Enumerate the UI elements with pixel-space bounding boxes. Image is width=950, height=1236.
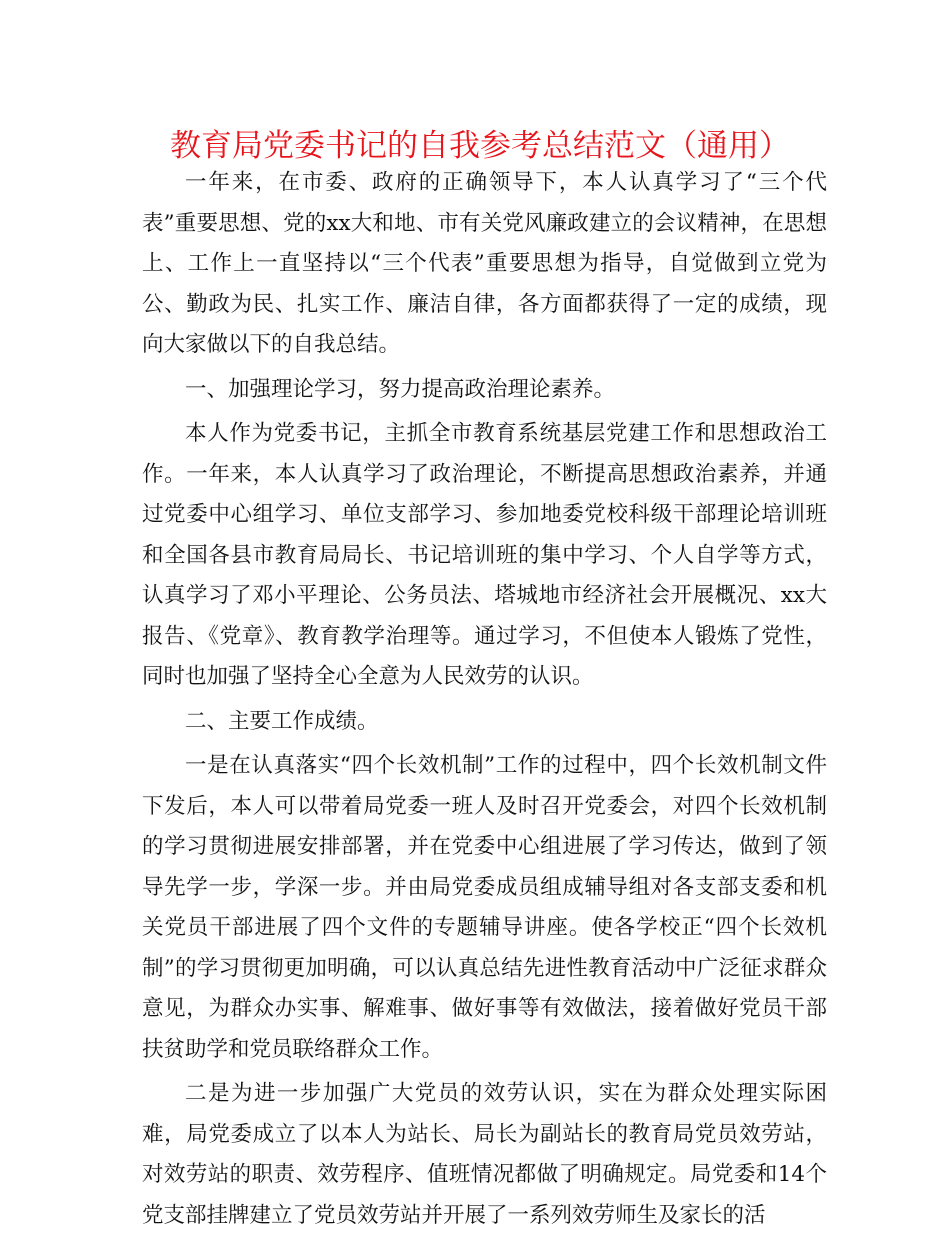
document-body (142, 163, 827, 1236)
paragraph-service-station: 二是为进一步加强广大党员的效劳认识，实在为群众处理实际困难，局党委成立了以本人为站长、局长为副站长的教育局党员效劳站，对效劳站的职责、效劳程序、值班情况都做了明确规定。局党委和14个党支部挂牌建立了党员效劳站并开展了一系列效劳师生及家长的活 (142, 1081, 827, 1228)
paragraph-mechanism: 一是在认真落实“四个长效机制”工作的过程中，四个长效机制文件下发后，本人可以带着局党委一班人及时召开党委会，对四个长效机制的学习贯彻进展安排部署，并在党委中心组进展了学习传达，做到了领导先学一步，学深一步。并由局党委成员组成辅导组对各支部支委和机关党员干部进展了四个文件的专题辅导讲座。使各学校正“四个长效机制”的学习贯彻更加明确，可以认真总结先进性教育活动中广泛征求群众意见，为群众办实事、解难事、做好事等有效做法，接着做好党员干部扶贫助学和党员联络群众工作。 (142, 753, 827, 1062)
paragraph-intro: 一年来，在市委、政府的正确领导下，本人认真学习了“三个代表”重要思想、党的xx大和地、市有关党风廉政建立的会议精神，在思想上、工作上一直坚持以“三个代表”重要思想为指导，自觉做到立党为公、勤政为民、扎实工作、廉洁自律，各方面都获得了一定的成绩，现向大家做以下的自我总结。 (142, 170, 827, 357)
document-title: 教育局党委书记的自我参考总结范文（通用） (170, 128, 790, 164)
section-heading-2: 二、主要工作成绩。 (185, 708, 379, 734)
paragraph-theory-study: 本人作为党委书记，主抓全市教育系统基层党建工作和思想政治工作。一年来，本人认真学习了政治理论，不断提高思想政治素养，并通过党委中心组学习、单位支部学习、参加地委党校科级干部理论培训班和全国各县市教育局局长、书记培训班的集中学习、个人自学等方式，认真学习了邓小平理论、公务员法、塔城地市经济社会开展概况、xx大报告、《党章》、教育教学治理等。通过学习，不但使本人锻炼了党性，同时也加强了坚持全心全意为人民效劳的认识。 (142, 421, 827, 689)
section-heading-1: 一、加强理论学习，努力提高政治理论素养。 (185, 376, 616, 402)
